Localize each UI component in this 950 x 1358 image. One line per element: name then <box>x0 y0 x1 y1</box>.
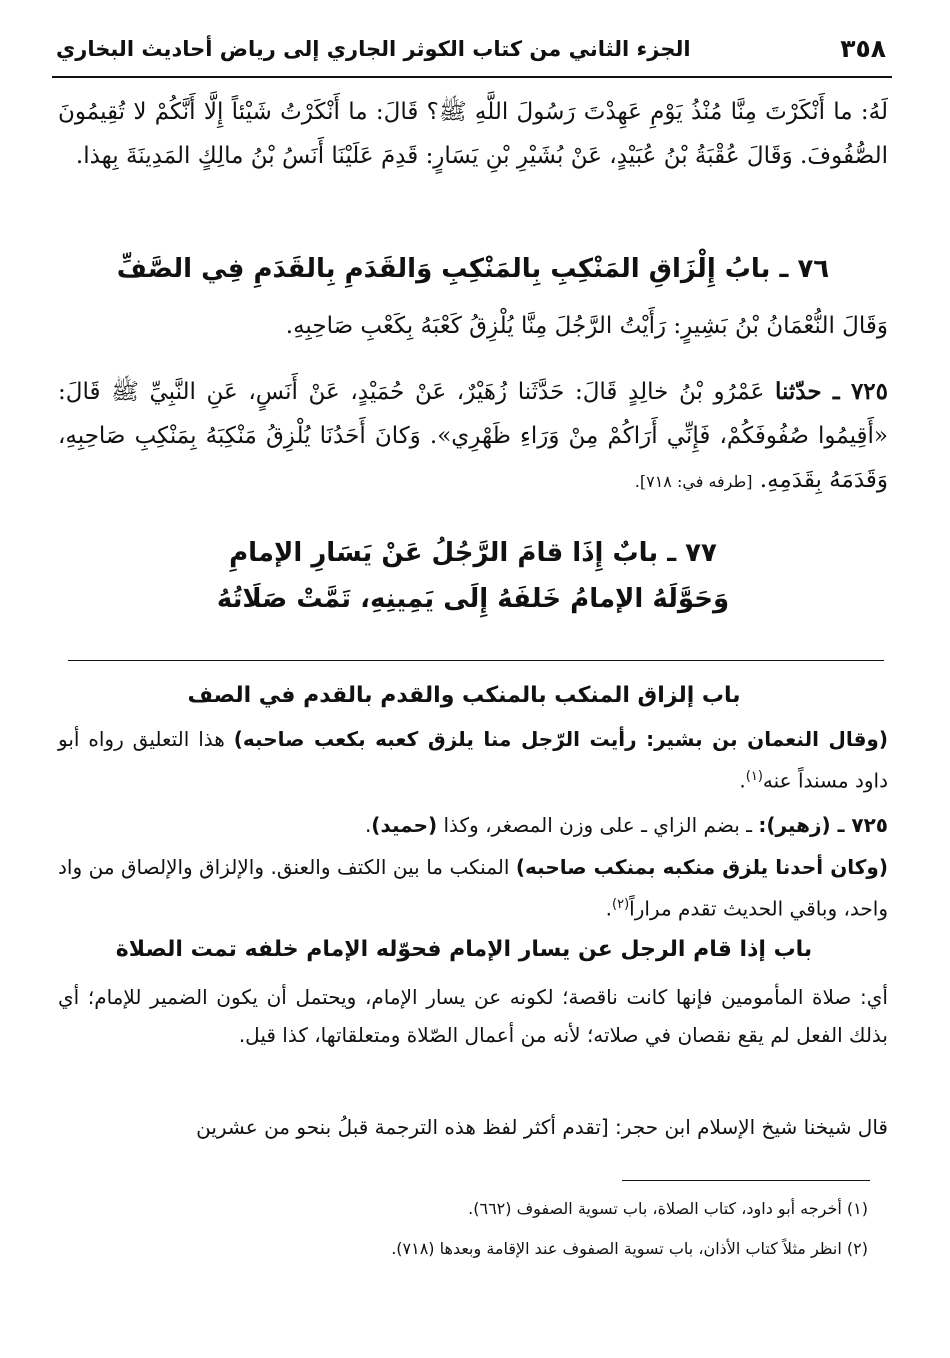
sharh-taliq-paragraph: (وقال النعمان بن بشير: رأيت الرّجل منا يلزق كعبه بكعب صاحبه) هذا التعليق رواه أبو داود مسنداً عنه$^{(١)}$. <box>58 727 888 793</box>
footnote-2-text: انظر مثلاً كتاب الأذان، باب تسوية الصفوف عند الإقامة وبعدها (٧١٨). <box>391 1239 842 1258</box>
bab-77-title-line1: ٧٧ ـ بابٌ إِذَا قامَ الرَّجُلُ عَنْ يَسَارِ الإمامِ <box>229 538 717 568</box>
sharh-bab-76-heading: باب إلزاق المنكب بالمنكب والقدم بالقدم في الصف <box>187 683 741 708</box>
matn-sharh-separator <box>68 660 884 661</box>
bab-77-title <box>58 530 888 622</box>
footnote-ref-1: (١) <box>745 769 763 784</box>
sharh-bab-77-heading: باب إذا قام الرجل عن يسار الإمام فحوّله الإمام خلفه تمت الصلاة <box>115 937 813 962</box>
footnote-1 <box>58 1196 868 1222</box>
sharh-725-humayd: (حميد) <box>371 813 438 837</box>
sharh-725-end: . <box>364 813 372 837</box>
sharh-ibn-hajar-paragraph: قال شيخنا شيخ الإسلام ابن حجر: [تقدم أكثر لفظ هذه الترجمة قبلُ بنحو من عشرين <box>196 1115 888 1139</box>
hadith-725-lead: ٧٢٥ ـ حدّثنا <box>774 378 889 405</box>
sharh-725-label: ٧٢٥ ـ (زهير): <box>758 813 888 837</box>
page-number: ٣٥٨ <box>840 34 886 63</box>
bab-77-title-line2: وَحَوَّلَهُ الإمامُ خَلفَهُ إِلَى يَمِينِهِ، تَمَّتْ صَلَاتُهُ <box>216 584 730 614</box>
bab-76-title <box>58 246 888 292</box>
sharh-725-note <box>58 806 888 844</box>
sharh-725-mid: ـ بضم الزاي ـ على وزن المصغر، وكذا <box>443 813 752 837</box>
sharh-explanation-paragraph: أي: صلاة المأمومين فإنها كانت ناقصة؛ لكونه عن يسار الإمام، ويحتمل أن يكون الضمير للإمام؛ أي بذلك الفعل لم يقع نقصان في صلاته؛ لأنه من أعمال الصّلاة ومتعلقاتها، كذا قيل. <box>58 985 888 1047</box>
running-title: الجزء الثاني من كتاب الكوثر الجاري إلى رياض أحاديث البخاري <box>56 37 691 61</box>
sharh-taliq-quote: (وقال النعمان بن بشير: رأيت الرّجل منا يلزق كعبه بكعب صاحبه) <box>233 727 888 751</box>
footnote-rule <box>622 1180 870 1181</box>
sharh-ilzaq-rest: المنكب ما بين الكتف والعنق. والإلزاق والإلصاق من واد واحد، وباقي الحديث تقدم مراراً <box>58 855 888 921</box>
sharh-ilzaq-quote: (وكان أحدنا يلزق منكبه بمنكب صاحبه) <box>515 855 888 879</box>
hadith-725-crossref: [طرفه في: ٧١٨]. <box>634 472 753 491</box>
sharh-taliq-rest: هذا التعليق رواه أبو داود مسنداً عنه <box>58 727 888 793</box>
sharh-ilzaq-paragraph: (وكان أحدنا يلزق منكبه بمنكب صاحبه) المنكب ما بين الكتف والعنق. والإلزاق والإلصاق من واد واحد، وباقي الحديث تقدم مراراً$^{(٢)}$. <box>58 855 888 921</box>
running-header <box>52 30 892 78</box>
footnote-2-number: (٢) <box>846 1239 868 1258</box>
hadith-725-text: عَمْرُو بْنُ خالِدٍ قَالَ: حَدَّثَنا زُهَيْرٌ، عَنْ حُمَيْدٍ، عَنْ أَنَسٍ، عَنِ النَّبِيِّ ﷺ قَالَ: «أَقِيمُوا صُفُوفَكُمْ، فَإِنِّي أَرَاكُمْ مِنْ وَرَاءِ ظَهْرِي». وَكانَ أَحَدُنَا يُلْزِقُ مَنْكِبَهُ بِمَنْكِبِ صَاحِبِهِ، وَقَدَمَهُ بِقَدَمِهِ. <box>58 379 888 493</box>
footnote-2 <box>58 1236 868 1262</box>
bab-76-taliq: وَقَالَ النُّعْمَانُ بْنُ بَشِيرٍ: رَأَيْتُ الرَّجُلَ مِنَّا يُلْزِقُ كَعْبَهُ بِكَعْبِ صَاحِبِهِ. <box>285 313 888 339</box>
hadith-725 <box>58 370 888 504</box>
footnote-1-text: أخرجه أبو داود، كتاب الصلاة، باب تسوية الصفوف (٦٦٢). <box>468 1199 842 1218</box>
footnote-1-number: (١) <box>846 1199 868 1218</box>
footnote-ref-2: (٢) <box>612 897 630 912</box>
matn-opening-paragraph: لَهُ: ما أَنْكَرْتَ مِنَّا مُنْذُ يَوْمِ عَهِدْتَ رَسُولَ اللَّهِ ﷺ؟ قَالَ: ما أَنْكَرْتُ شَيْئاً إِلَّا أَنَّكُمْ لا تُقِيمُونَ الصُّفُوفَ. وَقَالَ عُقْبَةُ بْنُ عُبَيْدٍ، عَنْ بُشَيْرِ بْنِ يَسَارٍ: قَدِمَ عَلَيْنَا أَنَسُ بْنُ مالِكٍ المَدِينَةَ بِهذا. <box>58 99 888 169</box>
bab-76-title-text: ٧٦ ـ بابُ إِلْزَاقِ المَنْكِبِ بِالمَنْكِبِ وَالقَدَمِ بِالقَدَمِ فِي الصَّفِّ <box>116 254 830 284</box>
